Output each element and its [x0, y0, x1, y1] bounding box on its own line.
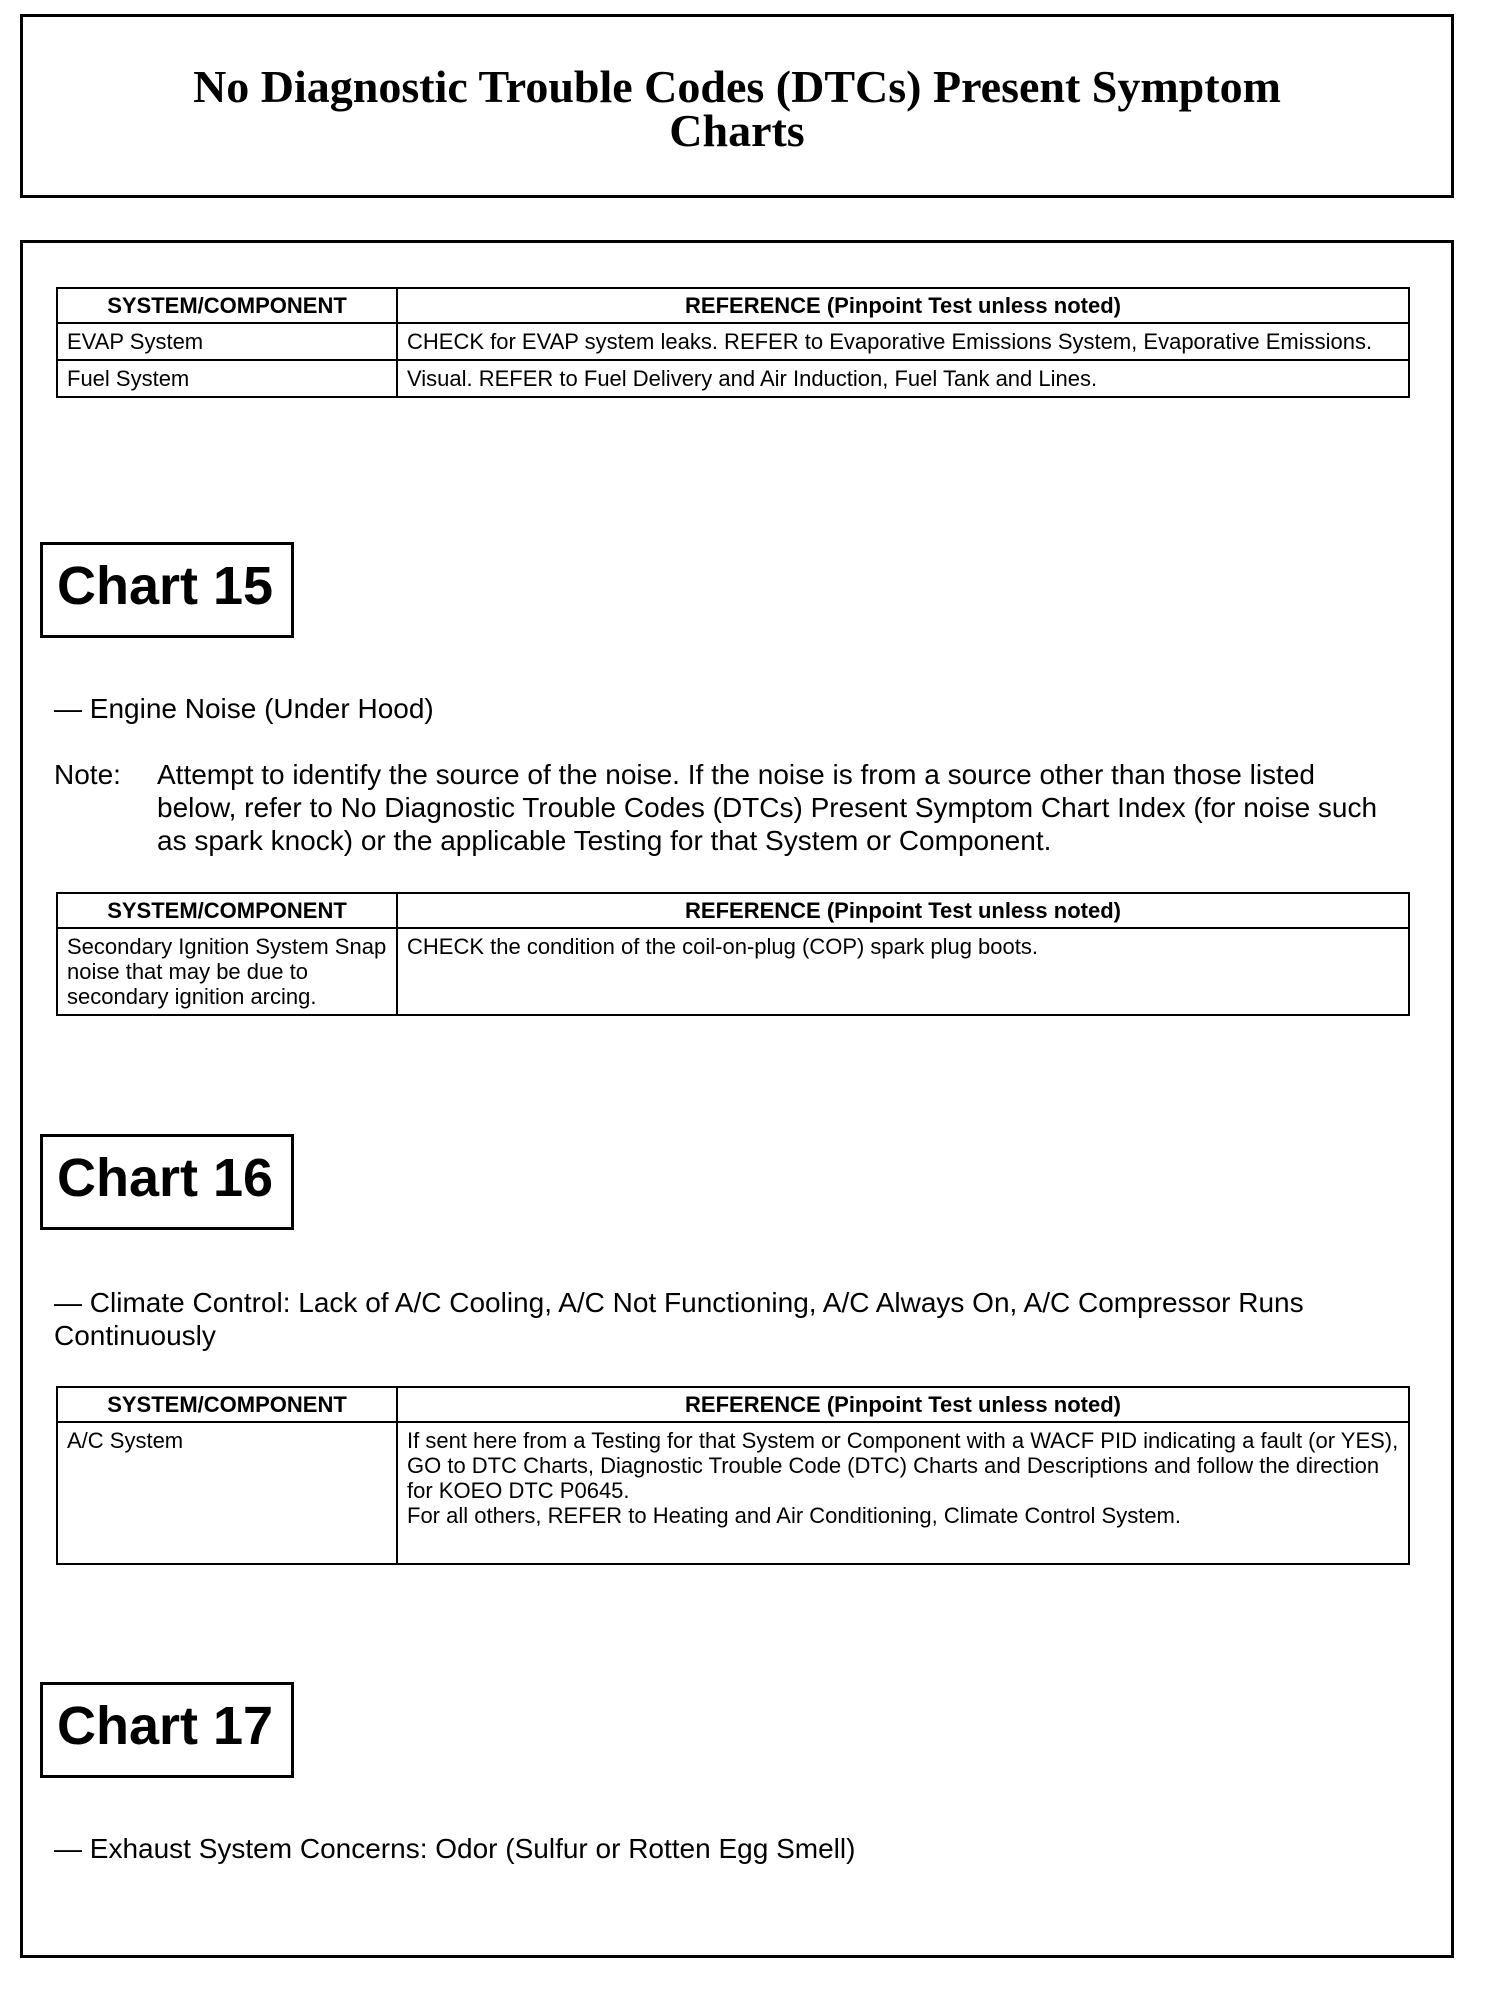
table-row [57, 323, 1409, 360]
cell-reference [397, 1422, 1409, 1564]
cell-system: EVAP System [57, 323, 397, 360]
page-title-box [20, 14, 1454, 198]
table-row [57, 1422, 1409, 1564]
header-system-component: SYSTEM/COMPONENT [57, 893, 397, 928]
header-reference: REFERENCE (Pinpoint Test unless noted) [397, 1387, 1409, 1422]
chart-15-note [54, 758, 1387, 857]
page-title-line1: No Diagnostic Trouble Codes (DTCs) Present Symptom [193, 61, 1281, 112]
cell-reference-line2: For all others, REFER to Heating and Air Conditioning, Climate Control System. [407, 1503, 1181, 1528]
reference-table-1 [56, 287, 1410, 398]
cell-system: Secondary Ignition System Snap noise that may be due to secondary ignition arcing. [57, 928, 397, 1015]
table-header-row [57, 288, 1409, 323]
cell-system: A/C System [57, 1422, 397, 1564]
reference-table-chart-16 [56, 1386, 1410, 1565]
header-system-component: SYSTEM/COMPONENT [57, 288, 397, 323]
note-text: Attempt to identify the source of the noise. If the noise is from a source other than those listed below, refer to No Diagnostic Trouble Codes (DTCs) Present Symptom Chart Index (for noise such as spark knock) or the applicable Testing for that System or Component. [157, 759, 1378, 856]
chart-15-symptom: — Engine Noise (Under Hood) [54, 693, 434, 724]
header-reference: REFERENCE (Pinpoint Test unless noted) [397, 288, 1409, 323]
chart-15-heading: Chart 15 [40, 542, 294, 638]
cell-reference: CHECK for EVAP system leaks. REFER to Evaporative Emissions System, Evaporative Emissions. [397, 323, 1409, 360]
header-reference: REFERENCE (Pinpoint Test unless noted) [397, 893, 1409, 928]
chart-17-heading: Chart 17 [40, 1682, 294, 1778]
table-header-row [57, 893, 1409, 928]
cell-system: Fuel System [57, 360, 397, 397]
reference-table-chart-15 [56, 892, 1410, 1016]
cell-reference: CHECK the condition of the coil-on-plug (COP) spark plug boots. [397, 928, 1409, 1015]
chart-17-symptom: — Exhaust System Concerns: Odor (Sulfur or Rotten Egg Smell) [54, 1833, 856, 1864]
chart-16-heading: Chart 16 [40, 1134, 294, 1230]
page-title [23, 61, 1451, 156]
page-title-line2: Charts [669, 105, 805, 156]
header-system-component: SYSTEM/COMPONENT [57, 1387, 397, 1422]
note-label: Note: [54, 759, 121, 790]
table-row [57, 360, 1409, 397]
cell-reference-line1: If sent here from a Testing for that System or Component with a WACF PID indicating a fault (or YES), GO to DTC Charts, Diagnostic Trouble Code (DTC) Charts and Descriptions and follow the direction for KOEO DTC P0645. [407, 1428, 1399, 1503]
table-row [57, 928, 1409, 1015]
cell-reference: Visual. REFER to Fuel Delivery and Air Induction, Fuel Tank and Lines. [397, 360, 1409, 397]
table-header-row [57, 1387, 1409, 1422]
chart-16-symptom: — Climate Control: Lack of A/C Cooling, A/C Not Functioning, A/C Always On, A/C Compressor Runs Continuously [54, 1287, 1304, 1351]
